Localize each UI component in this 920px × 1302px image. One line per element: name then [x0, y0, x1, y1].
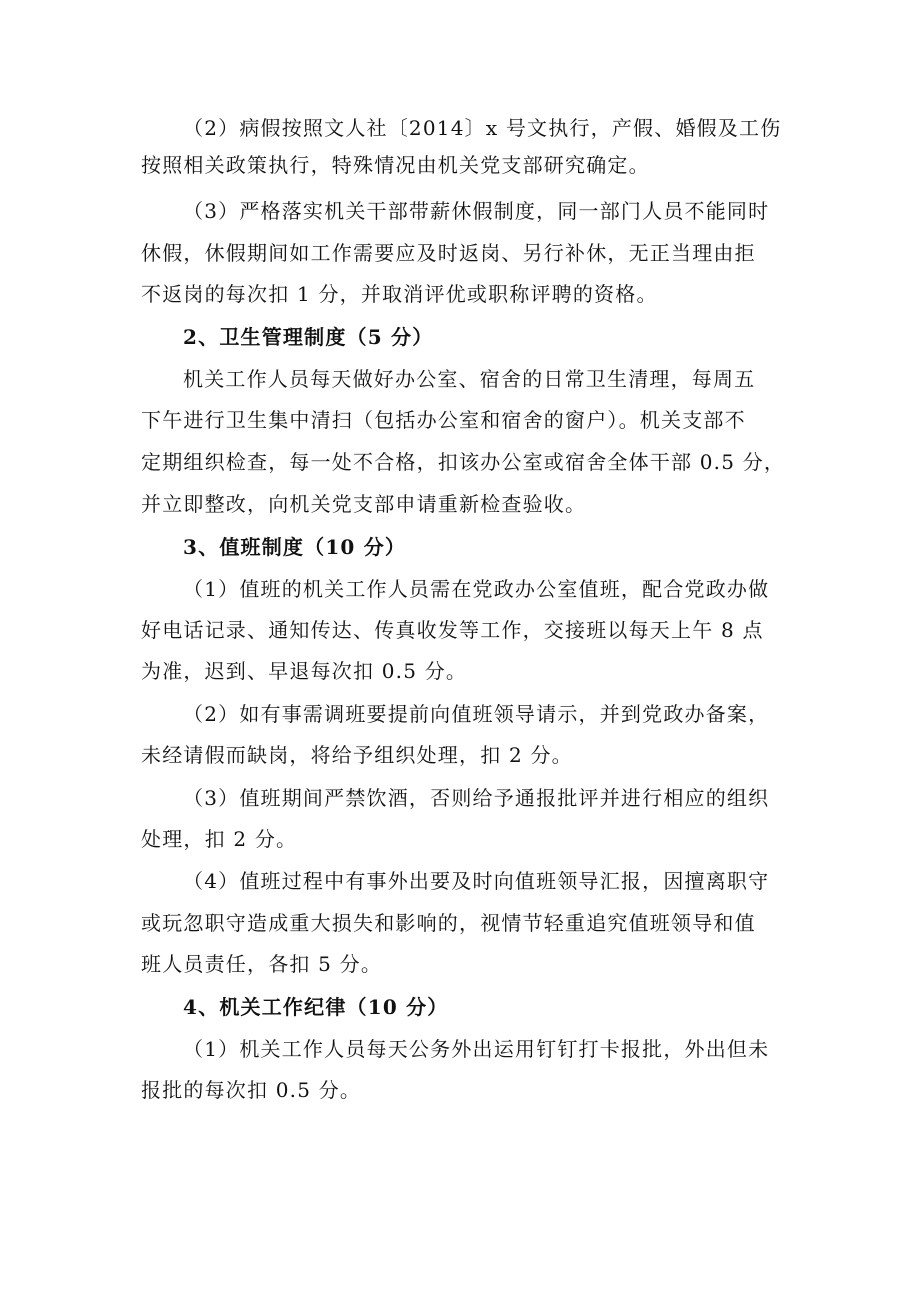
- section-heading: 4、机关工作纪律（10 分）: [183, 995, 449, 1019]
- paragraph-line: 报批的每次扣 0.5 分。: [141, 1078, 362, 1102]
- paragraph-line: 下午进行卫生集中清扫（包括办公室和宿舍的窗户）。机关支部不: [141, 408, 746, 432]
- paragraph-line: （3）严格落实机关干部带薪休假制度，同一部门人员不能同时: [183, 199, 770, 223]
- paragraph-line: 机关工作人员每天做好办公室、宿舍的日常卫生清理，每周五: [183, 367, 756, 391]
- paragraph-line: 处理，扣 2 分。: [141, 827, 298, 851]
- paragraph-line: 并立即整改，向机关党支部申请重新检查验收。: [141, 492, 587, 516]
- paragraph-line: （1）值班的机关工作人员需在党政办公室值班，配合党政办做: [183, 577, 770, 601]
- paragraph-line: 或玩忽职守造成重大损失和影响的，视情节轻重追究值班领导和值: [141, 911, 756, 935]
- paragraph-line: 好电话记录、通知传达、传真收发等工作，交接班以每天上午 8 点: [141, 618, 764, 642]
- paragraph-line: 未经请假而缺岗，将给予组织处理，扣 2 分。: [141, 743, 573, 767]
- paragraph-line: 按照相关政策执行，特殊情况由机关党支部研究确定。: [141, 153, 650, 177]
- paragraph-line: （2）病假按照文人社〔2014〕x 号文执行，产假、婚假及工伤: [183, 116, 782, 140]
- paragraph-line: （2）如有事需调班要提前向值班领导请示，并到党政办备案，: [183, 702, 770, 726]
- paragraph-line: （4）值班过程中有事外出要及时向值班领导汇报，因擅离职守: [183, 869, 770, 893]
- paragraph-line: （3）值班期间严禁饮酒，否则给予通报批评并进行相应的组织: [183, 786, 770, 810]
- section-heading: 3、值班制度（10 分）: [183, 535, 407, 559]
- section-heading: 2、卫生管理制度（5 分）: [183, 325, 434, 349]
- paragraph-line: 定期组织检查，每一处不合格，扣该办公室或宿舍全体干部 0.5 分，: [141, 450, 786, 474]
- paragraph-line: 为准，迟到、早退每次扣 0.5 分。: [141, 659, 468, 683]
- paragraph-line: 不返岗的每次扣 1 分，并取消评优或职称评聘的资格。: [141, 282, 658, 306]
- paragraph-line: 休假，休假期间如工作需要应及时返岗、另行补休，无正当理由拒: [141, 241, 756, 265]
- paragraph-line: （1）机关工作人员每天公务外出运用钉钉打卡报批，外出但未: [183, 1037, 770, 1061]
- paragraph-line: 班人员责任，各扣 5 分。: [141, 952, 383, 976]
